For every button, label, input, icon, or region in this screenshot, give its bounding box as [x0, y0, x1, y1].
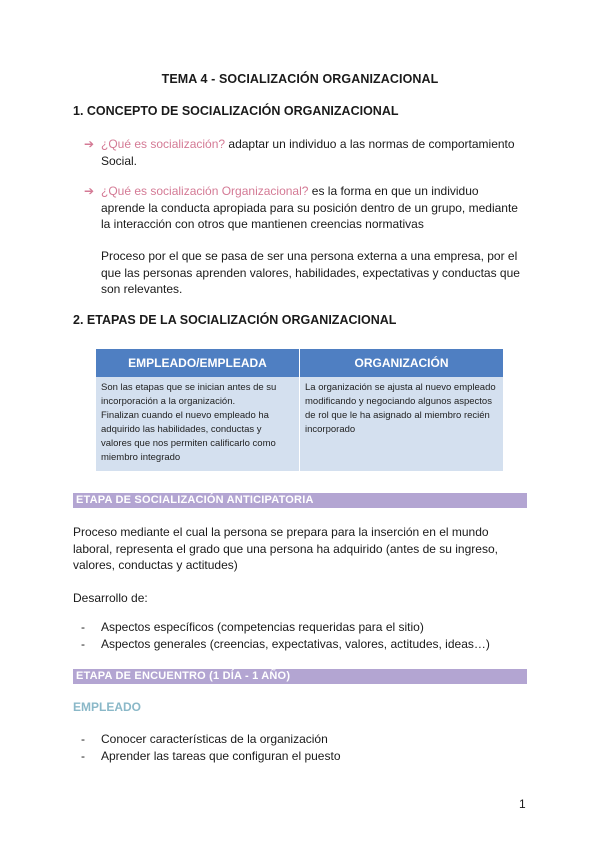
document-title: TEMA 4 - SOCIALIZACIÓN ORGANIZACIONAL — [161, 72, 439, 86]
table-cell-line: de rol que le ha asignado al miembro recién — [305, 410, 490, 421]
arrow-icon: ➔ — [84, 137, 95, 151]
section1-heading: 1. CONCEPTO DE SOCIALIZACIÓN ORGANIZACIONAL — [73, 104, 399, 118]
q2-question: ¿Qué es socialización Organizacional? — [101, 184, 309, 198]
bullet-dash: - — [81, 732, 85, 746]
section2-heading: 2. ETAPAS DE LA SOCIALIZACIÓN ORGANIZACIONAL — [73, 313, 397, 327]
table-cell-line: miembro integrado — [101, 452, 181, 463]
q2-answer-line2: aprende la conducta apropiada para su posición dentro de un grupo, mediante — [101, 200, 518, 215]
table-header-empleado: EMPLEADO/EMPLEADA — [96, 349, 300, 377]
stage1-paragraph — [73, 524, 527, 574]
process-paragraph — [101, 248, 527, 298]
bullet-dash: - — [81, 620, 85, 634]
table-cell-organizacion — [300, 377, 504, 471]
table-cell-line: valores que nos permiten calificarlo como — [101, 438, 276, 449]
q2-answer-line1: es la forma en que un individuo — [308, 184, 479, 198]
stage-encuentro-bar: ETAPA DE ENCUENTRO (1 DÍA - 1 AÑO) — [73, 669, 527, 684]
stage1-line: valores, conductas y actitudes) — [73, 558, 238, 572]
empleado-subheading: EMPLEADO — [73, 700, 142, 714]
table-cell-empleado — [96, 377, 300, 471]
stage1-bullet: Aspectos generales (creencias, expectativas, valores, actitudes, ideas…) — [101, 637, 490, 651]
stage-anticipatoria-bar: ETAPA DE SOCIALIZACIÓN ANTICIPATORIA — [73, 493, 527, 508]
arrow-icon: ➔ — [84, 184, 95, 198]
table-cell-line: incorporación a la organización. — [101, 396, 236, 407]
process-line: que las personas aprenden valores, habilidades, expectativas y conductas que — [101, 265, 520, 280]
process-line: son relevantes. — [101, 282, 183, 296]
q1-paragraph — [101, 136, 527, 169]
table-cell-line: Son las etapas que se inician antes de su — [101, 382, 277, 393]
table-cell-line: Finalizan cuando el nuevo empleado ha — [101, 410, 269, 421]
stage1-line: Proceso mediante el cual la persona se prepara para la inserción en el mundo — [73, 525, 489, 539]
table-cell-line: adquirido las habilidades, conductas y — [101, 424, 262, 435]
stage1-line: laboral, representa el grado que una persona ha adquirido (antes de su ingreso, — [73, 541, 498, 556]
bullet-dash: - — [81, 749, 85, 763]
q1-question: ¿Qué es socialización? — [101, 137, 226, 151]
bullet-dash: - — [81, 637, 85, 651]
stage1-bullet: Aspectos específicos (competencias requeridas para el sitio) — [101, 620, 424, 634]
page-number: 1 — [519, 797, 526, 811]
desarrollo-label: Desarrollo de: — [73, 591, 148, 605]
stage2-bullet: Conocer características de la organización — [101, 732, 328, 746]
table-header-organizacion: ORGANIZACIÓN — [300, 349, 504, 377]
process-line: Proceso por el que se pasa de ser una persona externa a una empresa, por el — [101, 249, 518, 263]
q2-paragraph — [101, 183, 527, 233]
table-cell-line: modificando y negociando algunos aspectos — [305, 396, 492, 407]
table-cell-line: incorporado — [305, 424, 356, 435]
table-cell-line: La organización se ajusta al nuevo empleado — [305, 382, 496, 393]
stage2-bullet: Aprender las tareas que configuran el puesto — [101, 749, 341, 763]
q1-answer-line1: adaptar un individuo a las normas de comportamiento — [225, 137, 515, 151]
etapas-table — [96, 349, 504, 471]
q2-answer-line3: la interacción con otros que mantienen creencias normativas — [101, 217, 424, 231]
q1-answer-line2: Social. — [101, 153, 138, 168]
